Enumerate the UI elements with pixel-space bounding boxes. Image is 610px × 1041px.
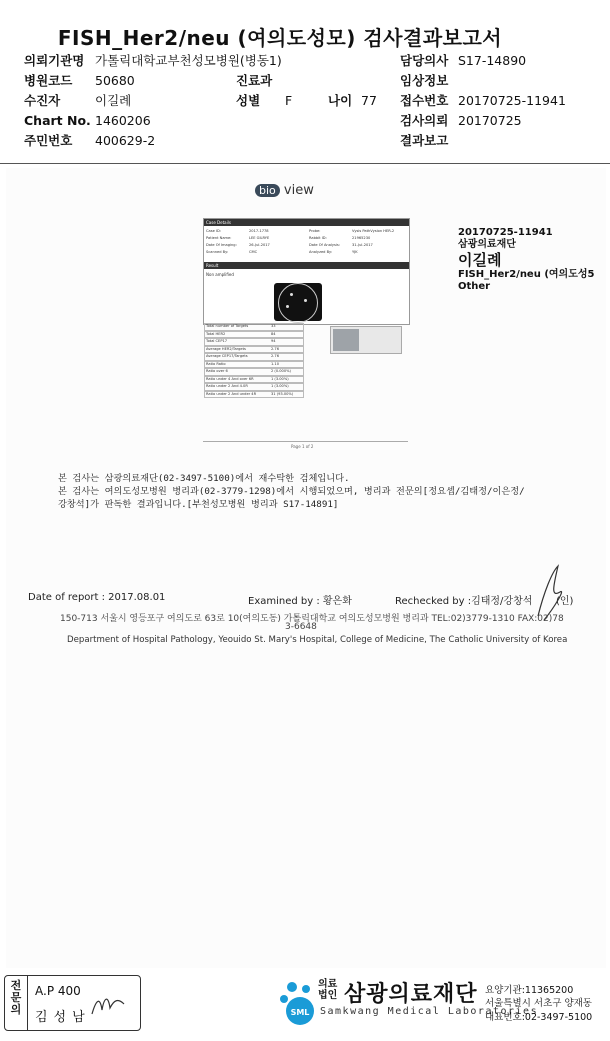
specialist-signature bbox=[88, 990, 130, 1020]
age-label: 나이 bbox=[328, 93, 353, 108]
sex-label: 성별 bbox=[236, 93, 261, 108]
thumbnail-panel bbox=[330, 326, 402, 354]
cell-outline bbox=[278, 283, 318, 323]
measure-value: 1.10 bbox=[271, 361, 280, 366]
date-imaging-value: 26-Jul-2017 bbox=[249, 243, 270, 247]
report-date: Date of report : 2017.08.01 bbox=[28, 592, 166, 603]
bioview-logo-text: view bbox=[283, 183, 314, 198]
stamp-other: Other bbox=[458, 281, 491, 292]
rechecked-by: Rechecked by :김태정/강창석 bbox=[395, 596, 533, 607]
doctor-value: S17-14890 bbox=[458, 53, 527, 68]
thumbnail-image bbox=[333, 329, 359, 351]
note-line-1: 본 검사는 삼광의료재단(02-3497-5100)에서 재수탁한 검체입니다. bbox=[58, 473, 350, 484]
rrn-value: 400629-2 bbox=[95, 133, 156, 148]
measure-row bbox=[204, 376, 304, 384]
measure-row bbox=[204, 346, 304, 354]
code-value: 50680 bbox=[95, 73, 135, 88]
measure-row bbox=[204, 361, 304, 369]
case-details-title: Case Details bbox=[204, 219, 409, 226]
measure-label: Average HER2/Targets bbox=[206, 346, 246, 351]
brand-prefix bbox=[318, 979, 337, 1001]
request-label: 검사의뢰 bbox=[400, 113, 449, 128]
receipt-value: 20170725-11941 bbox=[458, 93, 566, 108]
brand-english: Samkwang Medical Laboratories bbox=[320, 1006, 539, 1017]
measure-label: Ratio over 6 bbox=[206, 369, 228, 373]
report-label: 결과보고 bbox=[400, 133, 449, 148]
measure-label: Total number of Targets bbox=[206, 324, 249, 328]
specimen-label-stamp bbox=[458, 227, 595, 293]
stamp-id: 20170725-11941 bbox=[458, 227, 553, 238]
brand-address: 서울특별시 서초구 양재동 bbox=[485, 998, 592, 1009]
signal-dot bbox=[286, 305, 289, 308]
stamp-test: FISH_Her2/neu (여의도성5 bbox=[458, 269, 595, 280]
note-line-3: 강창석]가 판독한 결과입니다.[부천성모병원 병리과 S17-14891] bbox=[58, 499, 339, 510]
receipt-label: 접수번호 bbox=[400, 93, 449, 108]
bioview-logo bbox=[255, 183, 314, 198]
inst-value: 가톨릭대학교부천성모병원(병동1) bbox=[95, 53, 282, 68]
sex-value: F bbox=[285, 93, 293, 108]
report-header-fields bbox=[0, 52, 610, 152]
signal-dot bbox=[290, 293, 293, 296]
fish-image bbox=[274, 283, 322, 321]
measure-value: 2 (0.000%) bbox=[271, 369, 291, 373]
measure-value: 33 bbox=[271, 324, 276, 328]
bio-badge: bio bbox=[255, 184, 280, 197]
examined-by: Examined by : 황은화 bbox=[248, 596, 352, 607]
stamp-org: 삼광의료재단 bbox=[458, 239, 516, 250]
rabbit-value: 21965230 bbox=[352, 236, 371, 240]
department-line: Department of Hospital Pathology, Yeouido St. Mary's Hospital, College of Medicine, The Catholic University of Korea bbox=[67, 635, 568, 645]
seal-mark: (인) bbox=[556, 596, 574, 607]
institution-number: 요양기관:11365200 bbox=[485, 985, 574, 996]
patient-name-label: Patient Name: bbox=[206, 236, 232, 240]
box-divider bbox=[27, 976, 28, 1030]
measure-row bbox=[204, 391, 304, 399]
patient-label: 수진자 bbox=[24, 93, 61, 108]
code-label: 병원코드 bbox=[24, 73, 73, 88]
measure-label: Ratio under 2 And under 4R bbox=[206, 391, 257, 396]
ap-label: A.P 400 bbox=[35, 984, 81, 998]
request-value: 20170725 bbox=[458, 113, 522, 128]
result-text: Non amplified bbox=[206, 272, 234, 277]
patient-value: 이길례 bbox=[95, 93, 132, 108]
brand-prefix-2: 법인 bbox=[318, 990, 338, 1001]
scanned-by-value: CMC bbox=[249, 250, 258, 254]
signal-dot bbox=[304, 299, 307, 302]
measure-row bbox=[204, 383, 304, 391]
case-details-card bbox=[203, 218, 410, 325]
measure-value: 84 bbox=[271, 331, 276, 336]
chart-label: Chart No. bbox=[24, 113, 91, 128]
rabbit-label: Rabbit ID: bbox=[309, 236, 327, 240]
brand-prefix-1: 의료 bbox=[318, 979, 338, 990]
measure-row bbox=[204, 331, 304, 339]
measure-row bbox=[204, 338, 304, 346]
sml-logo-text: SML bbox=[290, 1008, 310, 1017]
chart-value: 1460206 bbox=[95, 113, 151, 128]
measure-label: Ratio Ratio bbox=[206, 361, 226, 366]
measure-row bbox=[204, 353, 304, 361]
brand-phone: 대표번호:02-3497-5100 bbox=[485, 1012, 593, 1023]
measure-label: Average CEP17/Targets bbox=[206, 354, 248, 358]
measure-value: 31 (93.00%) bbox=[271, 391, 294, 396]
note-line-2: 본 검사는 여의도성모병원 병리과(02-3779-1298)에서 시행되었으며, 병리과 전문의[정요셉/김태정/이은정/ bbox=[58, 486, 525, 497]
probe-value: Vysis PathVysion HER-2 bbox=[352, 229, 395, 233]
address-line-1: 150-713 서울시 영등포구 여의도로 63로 10(여의도동) 가톨릭대학교 여의도성모병원 병리과 TEL:02)3779-1310 FAX:02)78 bbox=[60, 614, 564, 624]
rrn-label: 주민번호 bbox=[24, 133, 73, 148]
doctor-label: 담당의사 bbox=[400, 53, 449, 68]
measure-label: Total HER2 bbox=[206, 331, 226, 336]
case-id-label: Case ID: bbox=[206, 229, 221, 233]
analyzed-by-label: Analyzed By: bbox=[309, 250, 333, 254]
measure-label: Ratio under 4 And over 6R bbox=[206, 376, 254, 381]
stamp-name: 이길례 bbox=[458, 251, 502, 269]
report-title: FISH_Her2/neu (여의도성모) 검사결과보고서 bbox=[57, 26, 503, 50]
analyzed-by-value: YJK bbox=[352, 250, 358, 254]
inst-label: 의뢰기관명 bbox=[24, 53, 85, 68]
date-analysis-label: Date Of Analysis: bbox=[309, 243, 340, 247]
scan-page-footer bbox=[203, 441, 408, 449]
date-imaging-label: Date Of Imaging: bbox=[206, 243, 237, 247]
measure-label: Ratio under 2 And 4.0R bbox=[206, 384, 248, 388]
measure-value: 2.76 bbox=[271, 346, 280, 351]
measurement-table bbox=[204, 323, 304, 398]
page-label: Page 1 of 2 bbox=[291, 444, 314, 449]
probe-label: Probe: bbox=[309, 229, 321, 233]
measure-value: 1 (3.00%) bbox=[271, 376, 289, 381]
measure-value: 2.76 bbox=[271, 354, 280, 358]
age-value: 77 bbox=[361, 93, 377, 108]
specialist-label: 전문의 bbox=[10, 979, 22, 1016]
measure-value: 1 (3.00%) bbox=[271, 384, 289, 388]
measure-label: Total CEP17 bbox=[206, 339, 228, 343]
brand-name: 삼광의료재단 bbox=[344, 982, 478, 1007]
case-id-value: 2017-1778 bbox=[249, 229, 269, 233]
patient-name-value: LEE GILRYE bbox=[249, 236, 270, 240]
measure-value: 94 bbox=[271, 339, 276, 343]
address-line-2: 3-6648 bbox=[285, 622, 317, 632]
clinical-label: 임상정보 bbox=[400, 73, 449, 88]
result-title: Result bbox=[204, 262, 409, 269]
measure-row bbox=[204, 323, 304, 331]
specialist-name: 김성남 bbox=[35, 1010, 91, 1025]
dept-label: 진료과 bbox=[236, 73, 273, 88]
measure-row bbox=[204, 368, 304, 376]
date-analysis-value: 31-Jul-2017 bbox=[352, 243, 373, 247]
scanned-by-label: Scanned By: bbox=[206, 250, 229, 254]
header-divider bbox=[0, 163, 610, 164]
